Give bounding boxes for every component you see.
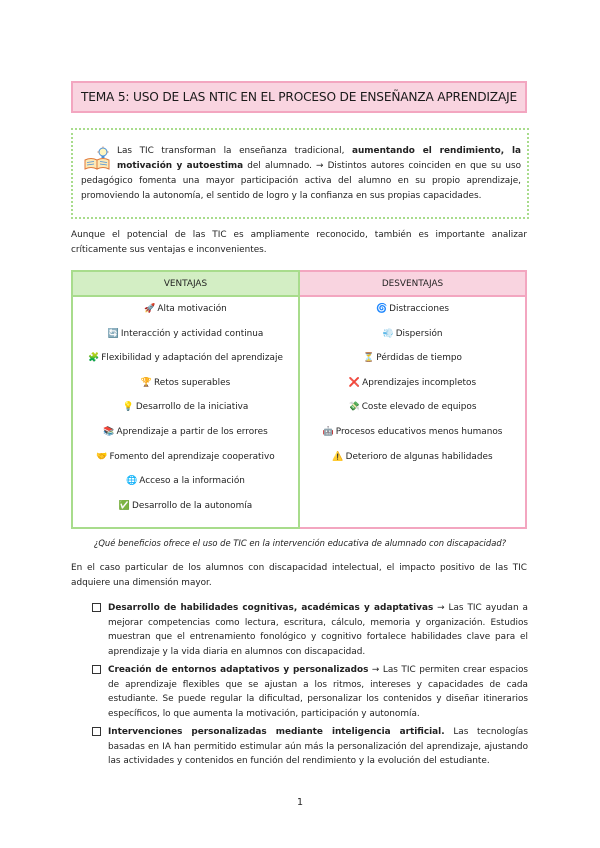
item-text: Pérdidas de tiempo xyxy=(376,353,462,364)
item-text: Coste elevado de equipos xyxy=(361,402,477,413)
ventajas-header: VENTAJAS xyxy=(72,271,299,296)
item-emoji-icon: ⏳ xyxy=(363,353,375,364)
ventajas-cell xyxy=(72,296,299,528)
ventaja-item xyxy=(73,376,298,401)
checkbox[interactable] xyxy=(92,665,101,674)
intro-text: Las TIC transforman la enseñanza tradicional, aumentando el rendimiento, la motivación y autoestima del alumnado. → Distintos autores coinciden en que su uso pedagógico fomenta una mayor participación activa del alumno en su propio aprendizaje, promoviendo la autonomía, el sentido de logro y la confianza en sus propias capacidades. xyxy=(81,146,522,201)
checklist-item: Desarrollo de habilidades cognitivas, académicas y adaptativas → Las TIC ayudan a mejorar competencias como lectura, escritura, cálculo, memoria y organización. Estudios muestran que el entrenamiento fonológico y cognitivo fortalece habilidades clave para el aprendizaje y la vida diaria en alumnos con discapacidad. xyxy=(90,601,528,659)
item-emoji-icon: 🌐 xyxy=(126,476,138,487)
ventaja-item xyxy=(73,499,298,524)
desventajas-list xyxy=(300,297,525,474)
desventaja-item xyxy=(300,400,525,425)
item-text: Distracciones xyxy=(389,304,450,314)
item-text: Retos superables xyxy=(154,377,231,388)
intro-box xyxy=(71,128,529,219)
benefits-checklist xyxy=(90,601,528,769)
item-emoji-icon: 🤖 xyxy=(322,426,334,437)
checklist-item: Creación de entornos adaptativos y personalizados → Las TIC permiten crear espacios de aprendizaje flexibles que se ajustan a los ritmos, intereses y capacidades de cada estudiante. Se puede regular la dificultad, personalizar los contenidos y diseñar itinerarios específicos, lo que aumenta la motivación, participación y autonomía. xyxy=(90,663,528,721)
ventaja-item xyxy=(73,351,298,376)
item-text: Procesos educativos menos humanos xyxy=(335,426,503,437)
item-text: Fomento del aprendizaje cooperativo xyxy=(109,451,275,462)
intro-paragraph: Aunque el potencial de las TIC es ampliamente reconocido, también es importante analizar críticamente sus ventajas e inconvenientes. xyxy=(71,230,527,255)
item-emoji-icon: 🧩 xyxy=(88,353,100,364)
item-text: Interacción y actividad continua xyxy=(120,328,264,339)
item-emoji-icon: 🚀 xyxy=(144,304,156,314)
ventaja-item xyxy=(73,327,298,352)
item-text: Aprendizajes incompletos xyxy=(362,377,477,388)
desventaja-item xyxy=(300,450,525,475)
item-text: Desarrollo de la autonomía xyxy=(132,500,253,511)
item-text: Acceso a la información xyxy=(139,476,245,487)
desventaja-item xyxy=(300,302,525,327)
item-emoji-icon: 📚 xyxy=(103,426,115,437)
book-lightbulb-icon xyxy=(83,146,113,172)
item-text: Flexibilidad y adaptación del aprendizaje xyxy=(101,353,283,364)
desventaja-item xyxy=(300,351,525,376)
item-text: Desarrollo de la iniciativa xyxy=(135,402,249,413)
page-number: 1 xyxy=(296,797,304,808)
item-text: Aprendizaje a partir de los errores xyxy=(116,426,268,437)
item-emoji-icon: 🔄 xyxy=(107,328,119,339)
pros-cons-table xyxy=(71,270,527,529)
desventaja-item xyxy=(300,376,525,401)
ventaja-item xyxy=(73,425,298,450)
item-emoji-icon: 🌀 xyxy=(375,304,388,314)
item-text: Alta motivación xyxy=(157,304,227,314)
item-emoji-icon: ⚠️ xyxy=(332,451,344,462)
item-text: Dispersión xyxy=(395,328,443,339)
item-text: Deterioro de algunas habilidades xyxy=(345,451,493,462)
item-emoji-icon: 💨 xyxy=(382,328,394,339)
checkbox[interactable] xyxy=(92,603,101,612)
desventaja-item xyxy=(300,425,525,450)
desventaja-item xyxy=(300,327,525,352)
ventaja-item xyxy=(73,400,298,425)
item-emoji-icon: 🤝 xyxy=(96,451,108,462)
item-emoji-icon: 💡 xyxy=(122,402,134,413)
page-title: TEMA 5: USO DE LAS NTIC EN EL PROCESO DE ENSEÑANZA APRENDIZAJE xyxy=(71,81,527,113)
desventajas-header: DESVENTAJAS xyxy=(299,271,526,296)
checkbox[interactable] xyxy=(92,727,101,736)
ventajas-list xyxy=(73,297,298,523)
checklist-item: Intervenciones personalizadas mediante inteligencia artificial. Las tecnologías basadas en IA han permitido estimular aún más la personalización del aprendizaje, ajustando las actividades y contenidos en función del rendimiento y la evolución del estudiante. xyxy=(90,725,528,769)
item-emoji-icon: ❌ xyxy=(348,377,361,388)
item-emoji-icon: 💸 xyxy=(348,402,360,413)
ventaja-item xyxy=(73,474,298,499)
ventaja-item xyxy=(73,302,298,327)
discapacidad-paragraph: En el caso particular de los alumnos con discapacidad intelectual, el impacto positivo de las TIC adquiere una dimensión mayor. xyxy=(71,563,527,588)
section-question: ¿Qué beneficios ofrece el uso de TIC en la intervención educativa de alumnado con discapacidad? xyxy=(93,538,507,548)
item-emoji-icon: ✅ xyxy=(118,500,131,511)
ventaja-item xyxy=(73,450,298,475)
desventajas-cell xyxy=(299,296,526,528)
item-emoji-icon: 🏆 xyxy=(140,377,152,388)
